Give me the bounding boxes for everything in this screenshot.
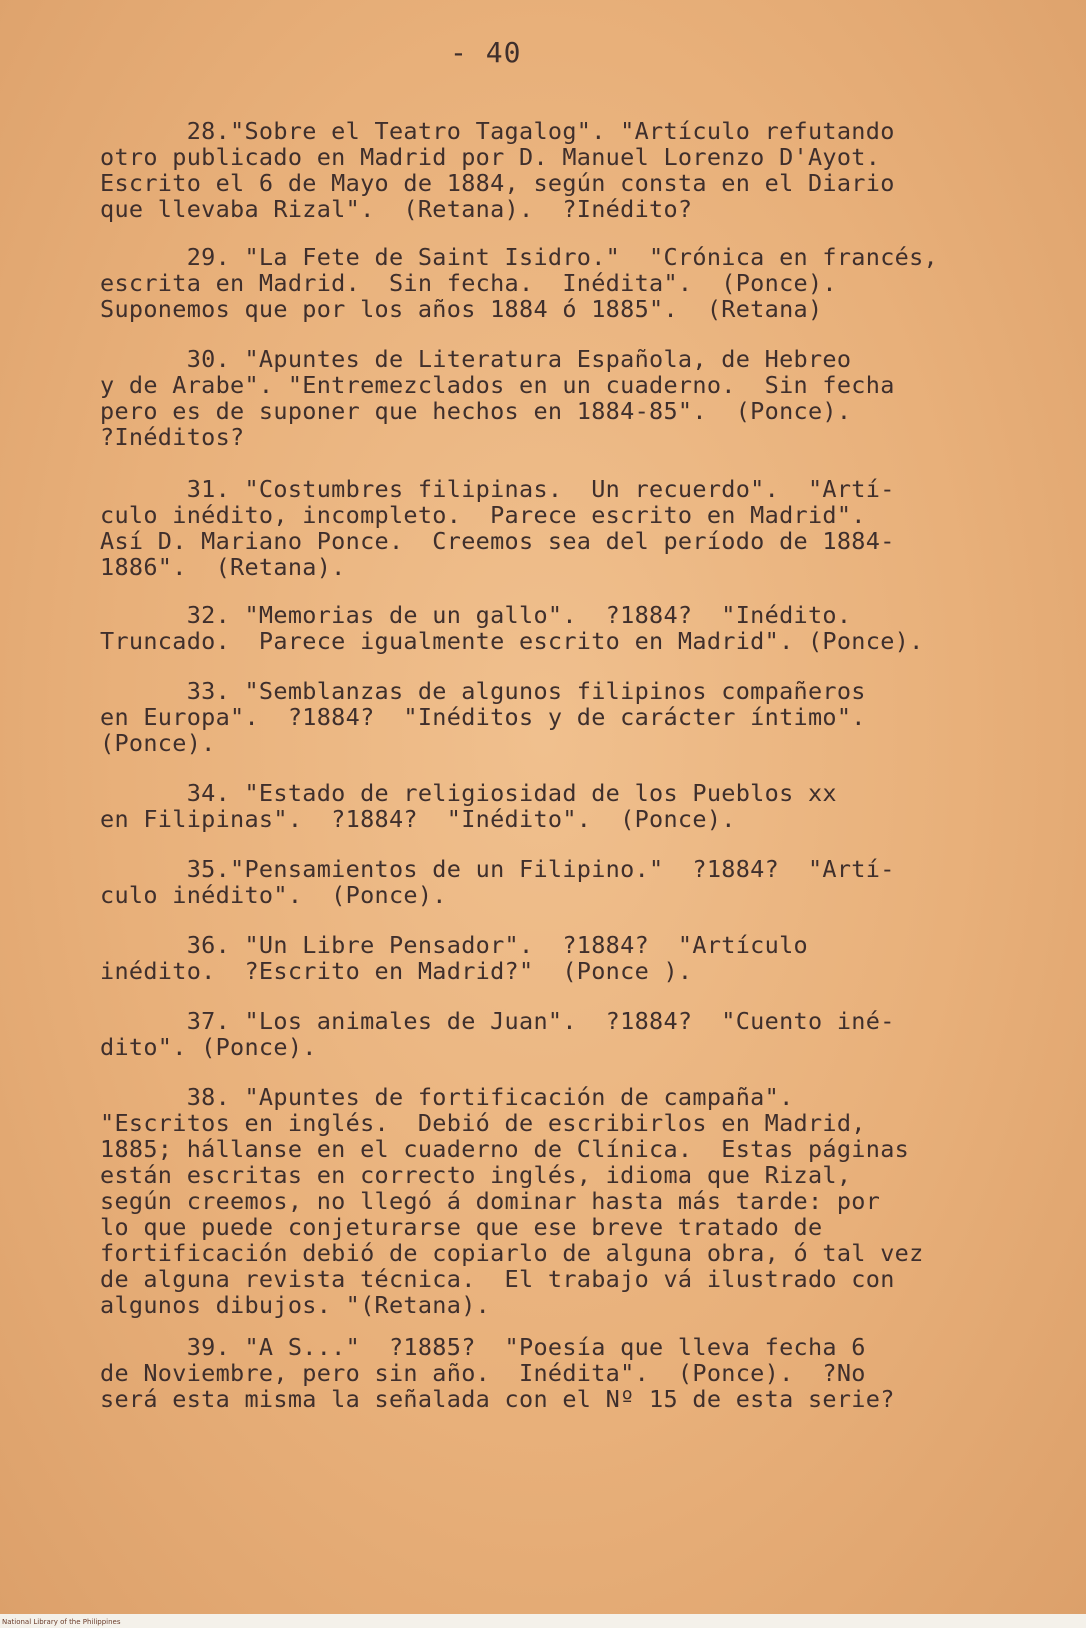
entry-line: fortificación debió de copiarlo de alguna obra, ó tal vez	[100, 1239, 924, 1267]
page-bottom-edge	[0, 1614, 1086, 1628]
entry-line: ?Inéditos?	[100, 423, 245, 451]
entry-line: 28."Sobre el Teatro Tagalog". "Artículo refutando	[100, 117, 895, 145]
entry-line: en Filipinas". ?1884? "Inédito". (Ponce).	[100, 805, 736, 833]
entry-32	[100, 602, 990, 654]
entry-line: 37. "Los animales de Juan". ?1884? "Cuento iné-	[100, 1007, 895, 1035]
entry-line: pero es de suponer que hechos en 1884-85". (Ponce).	[100, 397, 852, 425]
entry-34	[100, 780, 990, 832]
entry-28	[100, 118, 990, 222]
entry-29	[100, 244, 990, 322]
entry-line: 38. "Apuntes de fortificación de campaña".	[100, 1083, 794, 1111]
footer-credit: National Library of the Philippines	[2, 1618, 121, 1626]
entry-line: 31. "Costumbres filipinas. Un recuerdo". "Artí-	[100, 475, 895, 503]
entry-line: 34. "Estado de religiosidad de los Pueblos xx	[100, 779, 837, 807]
entry-line: Truncado. Parece igualmente escrito en Madrid". (Ponce).	[100, 627, 924, 655]
entry-line: que llevaba Rizal". (Retana). ?Inédito?	[100, 195, 693, 223]
entry-line: 29. "La Fete de Saint Isidro." "Crónica en francés,	[100, 243, 938, 271]
entry-line: inédito. ?Escrito en Madrid?" (Ponce ).	[100, 957, 693, 985]
entry-39	[100, 1334, 990, 1412]
entry-line: algunos dibujos. "(Retana).	[100, 1291, 491, 1319]
entry-line: según creemos, no llegó á dominar hasta más tarde: por	[100, 1187, 881, 1215]
entry-line: lo que puede conjeturarse que ese breve tratado de	[100, 1213, 823, 1241]
entry-30	[100, 346, 990, 450]
entry-35	[100, 856, 990, 908]
entry-line: de alguna revista técnica. El trabajo vá ilustrado con	[100, 1265, 895, 1293]
entry-line: en Europa". ?1884? "Inéditos y de carácter íntimo".	[100, 703, 866, 731]
entry-line: 1885; hállanse en el cuaderno de Clínica. Estas páginas	[100, 1135, 910, 1163]
entry-line: Suponemos que por los años 1884 ó 1885". (Retana)	[100, 295, 823, 323]
entry-36	[100, 932, 990, 984]
entry-line: culo inédito, incompleto. Parece escrito en Madrid".	[100, 501, 866, 529]
entry-line: 32. "Memorias de un gallo". ?1884? "Inédito.	[100, 601, 852, 629]
entry-line: "Escritos en inglés. Debió de escribirlos en Madrid,	[100, 1109, 866, 1137]
entry-line: 33. "Semblanzas de algunos filipinos compañeros	[100, 677, 866, 705]
entry-line: Así D. Mariano Ponce. Creemos sea del período de 1884-	[100, 527, 895, 555]
entry-line: será esta misma la señalada con el Nº 15 de esta serie?	[100, 1385, 895, 1413]
entry-line: escrita en Madrid. Sin fecha. Inédita". (Ponce).	[100, 269, 837, 297]
entry-line: 30. "Apuntes de Literatura Española, de Hebreo	[100, 345, 852, 373]
entry-line: 1886". (Retana).	[100, 553, 346, 581]
entry-line: y de Arabe". "Entremezclados en un cuaderno. Sin fecha	[100, 371, 895, 399]
entry-line: (Ponce).	[100, 729, 216, 757]
entry-line: 36. "Un Libre Pensador". ?1884? "Artículo	[100, 931, 808, 959]
entry-line: están escritas en correcto inglés, idioma que Rizal,	[100, 1161, 852, 1189]
entry-line: 39. "A S..." ?1885? "Poesía que lleva fecha 6	[100, 1333, 866, 1361]
entry-31	[100, 476, 990, 580]
entry-line: 35."Pensamientos de un Filipino." ?1884? "Artí-	[100, 855, 895, 883]
entry-33	[100, 678, 990, 756]
page-number: - 40	[450, 36, 522, 69]
entry-line: culo inédito". (Ponce).	[100, 881, 447, 909]
entry-line: Escrito el 6 de Mayo de 1884, según consta en el Diario	[100, 169, 895, 197]
entry-37	[100, 1008, 990, 1060]
entry-line: dito". (Ponce).	[100, 1033, 317, 1061]
entry-line: otro publicado en Madrid por D. Manuel Lorenzo D'Ayot.	[100, 143, 881, 171]
entry-line: de Noviembre, pero sin año. Inédita". (Ponce). ?No	[100, 1359, 866, 1387]
entry-38	[100, 1084, 990, 1318]
